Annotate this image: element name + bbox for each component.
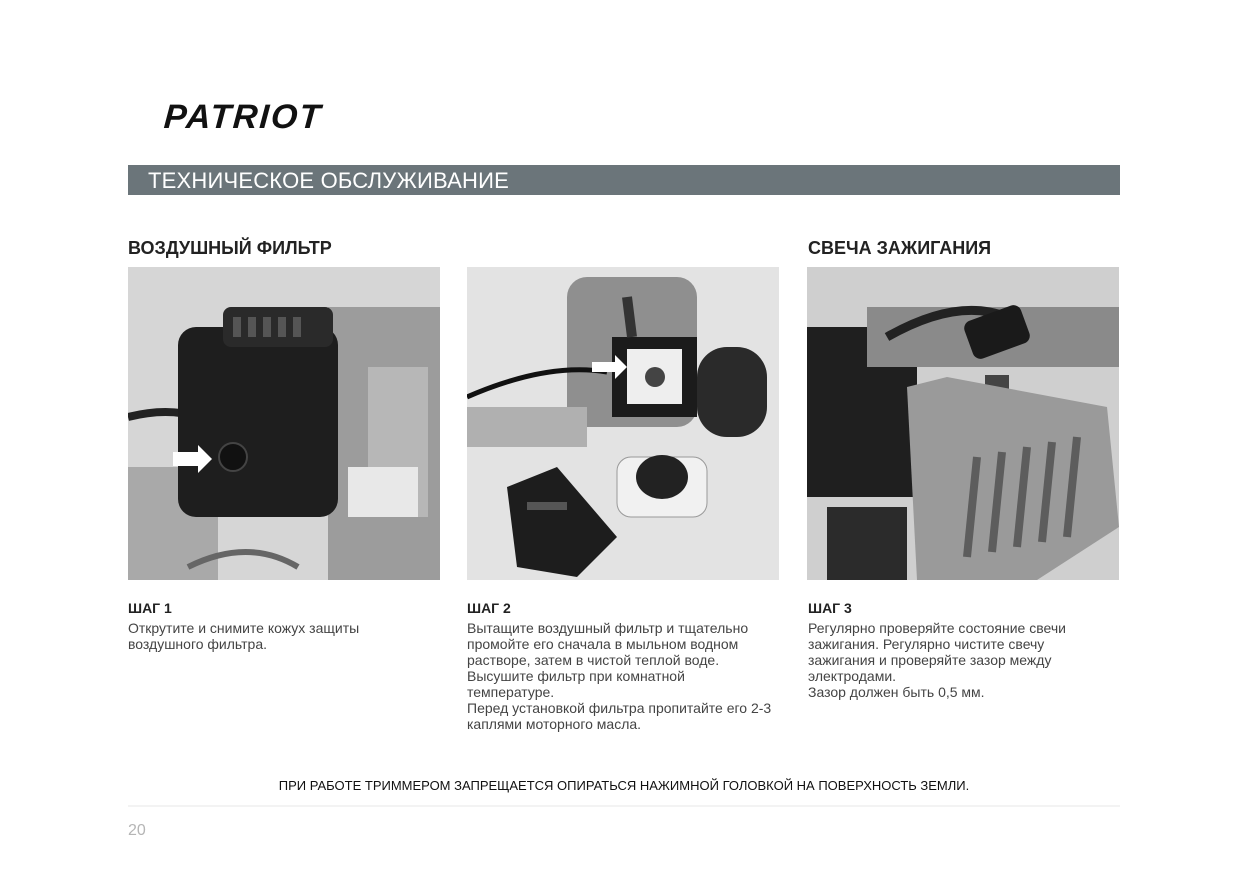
step-2-title: ШАГ 2 [467, 600, 511, 616]
section-title: ТЕХНИЧЕСКОЕ ОБСЛУЖИВАНИЕ [148, 168, 509, 193]
step-3-paragraph-1: Регулярно проверяйте состояние свечи зажигания. Регулярно чистите свечу зажигания и проверяйте зазор между электродами. [808, 620, 1066, 684]
step-1-title: ШАГ 1 [128, 600, 172, 616]
photo-air-filter-cover [128, 267, 440, 580]
photo-spark-plug [807, 267, 1119, 580]
step-2-paragraph-2: Перед установкой фильтра пропитайте его 2-3 каплями моторного масла. [467, 700, 772, 732]
step-1-paragraph-1: Открутите и снимите кожух защиты воздушного фильтра. [128, 620, 360, 652]
air-filter-heading: ВОЗДУШНЫЙ ФИЛЬТР [128, 238, 332, 258]
step-3-paragraph-2: Зазор должен быть 0,5 мм. [808, 684, 985, 700]
step-2-text [467, 620, 772, 732]
step-2-paragraph-1: Вытащите воздушный фильтр и тщательно промойте его сначала в мыльном водном растворе, затем в чистой теплой воде. Высушите фильтр при комнатной температуре. [467, 620, 749, 700]
step-3-title: ШАГ 3 [808, 600, 852, 616]
footer-divider [128, 805, 1120, 807]
spark-plug-heading: СВЕЧА ЗАЖИГАНИЯ [808, 238, 992, 258]
safety-warning: ПРИ РАБОТЕ ТРИММЕРОМ ЗАПРЕЩАЕТСЯ ОПИРАТЬСЯ НАЖИМНОЙ ГОЛОВКОЙ НА ПОВЕРХНОСТЬ ЗЕМЛИ. [278, 778, 970, 793]
patriot-logo: PATRIOT [162, 98, 324, 136]
step-3-text [808, 620, 1113, 700]
photo-air-filter-removal [467, 267, 779, 580]
page-number: 20 [128, 822, 146, 839]
step-1-text [128, 620, 438, 652]
section-header-bar [128, 165, 1120, 195]
